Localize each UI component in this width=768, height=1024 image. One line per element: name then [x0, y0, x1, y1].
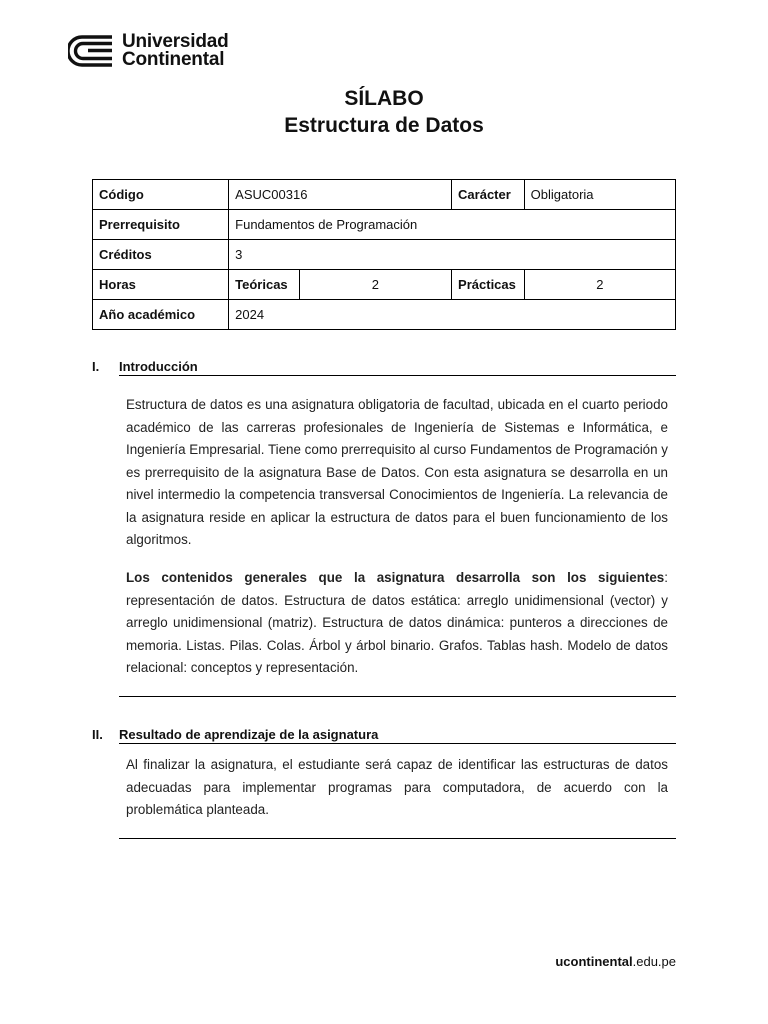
caracter-value: Obligatoria [524, 180, 675, 210]
footer-domain-suffix: .edu.pe [632, 954, 676, 969]
university-logo-icon [68, 34, 114, 68]
prerrequisito-value: Fundamentos de Programación [229, 210, 676, 240]
table-row [93, 270, 676, 300]
section-title: Resultado de aprendizaje de la asignatura [119, 727, 676, 744]
section-number: II. [92, 727, 103, 742]
codigo-value: ASUC00316 [229, 180, 452, 210]
horas-label: Horas [93, 270, 229, 300]
footer-website[interactable] [555, 954, 676, 969]
logo-text-line2: Continental [122, 49, 225, 70]
teoricas-label: Teóricas [229, 270, 300, 300]
practicas-label: Prácticas [452, 270, 525, 300]
logo-text-line1: Universidad [122, 31, 229, 52]
introduccion-paragraph: Estructura de datos es una asignatura obligatoria de facultad, ubicada en el cuarto periodo académico de las carreras profesionales de Ingeniería de Sistemas e Informática, e Ingeniería Empresarial. Tiene como prerrequisito al curso Fundamentos de Programación y es prerrequisito de la asignatura Base de Datos. Con esta asignatura se desarrolla en un nivel intermedio la competencia transversal Conocimientos de Ingeniería. La relevancia de la asignatura reside en aplicar la estructura de datos para el buen funcionamiento de los algoritmos. [126, 397, 668, 547]
anio-label: Año académico [93, 300, 229, 330]
course-info-table [92, 179, 676, 330]
footer-domain-bold: ucontinental [555, 954, 633, 969]
contenidos-lead: Los contenidos generales que la asignatura desarrolla son los siguientes [126, 570, 665, 585]
prerrequisito-label: Prerrequisito [93, 210, 229, 240]
section-divider [119, 838, 676, 839]
contenidos-text: : representación de datos. Estructura de datos estática: arreglo unidimensional (vector) y arreglo unidimensional (matriz). Estructura de datos dinámica: punteros a direcciones de memoria. Listas. Pilas. Colas. Árbol y árbol binario. Grafos. Tablas hash. Modelo de datos relacional: conceptos y representación. [126, 570, 668, 675]
university-logo [68, 33, 229, 69]
practicas-value: 2 [524, 270, 675, 300]
table-row [93, 300, 676, 330]
section-number: I. [92, 359, 100, 374]
document-title: SÍLABO [344, 87, 424, 110]
resultado-paragraph: Al finalizar la asignatura, el estudiante será capaz de identificar las estructuras de datos adecuadas para implementar programas para computadora, de acuerdo con la problemática planteada. [126, 757, 668, 817]
codigo-label: Código [93, 180, 229, 210]
course-title: Estructura de Datos [284, 114, 484, 137]
section-divider [119, 696, 676, 697]
creditos-value: 3 [229, 240, 676, 270]
table-row [93, 240, 676, 270]
creditos-label: Créditos [93, 240, 229, 270]
teoricas-value: 2 [299, 270, 451, 300]
table-row [93, 180, 676, 210]
contenidos-paragraph [126, 567, 668, 680]
anio-value: 2024 [229, 300, 676, 330]
caracter-label: Carácter [452, 180, 525, 210]
table-row [93, 210, 676, 240]
section-title: Introducción [119, 359, 676, 376]
